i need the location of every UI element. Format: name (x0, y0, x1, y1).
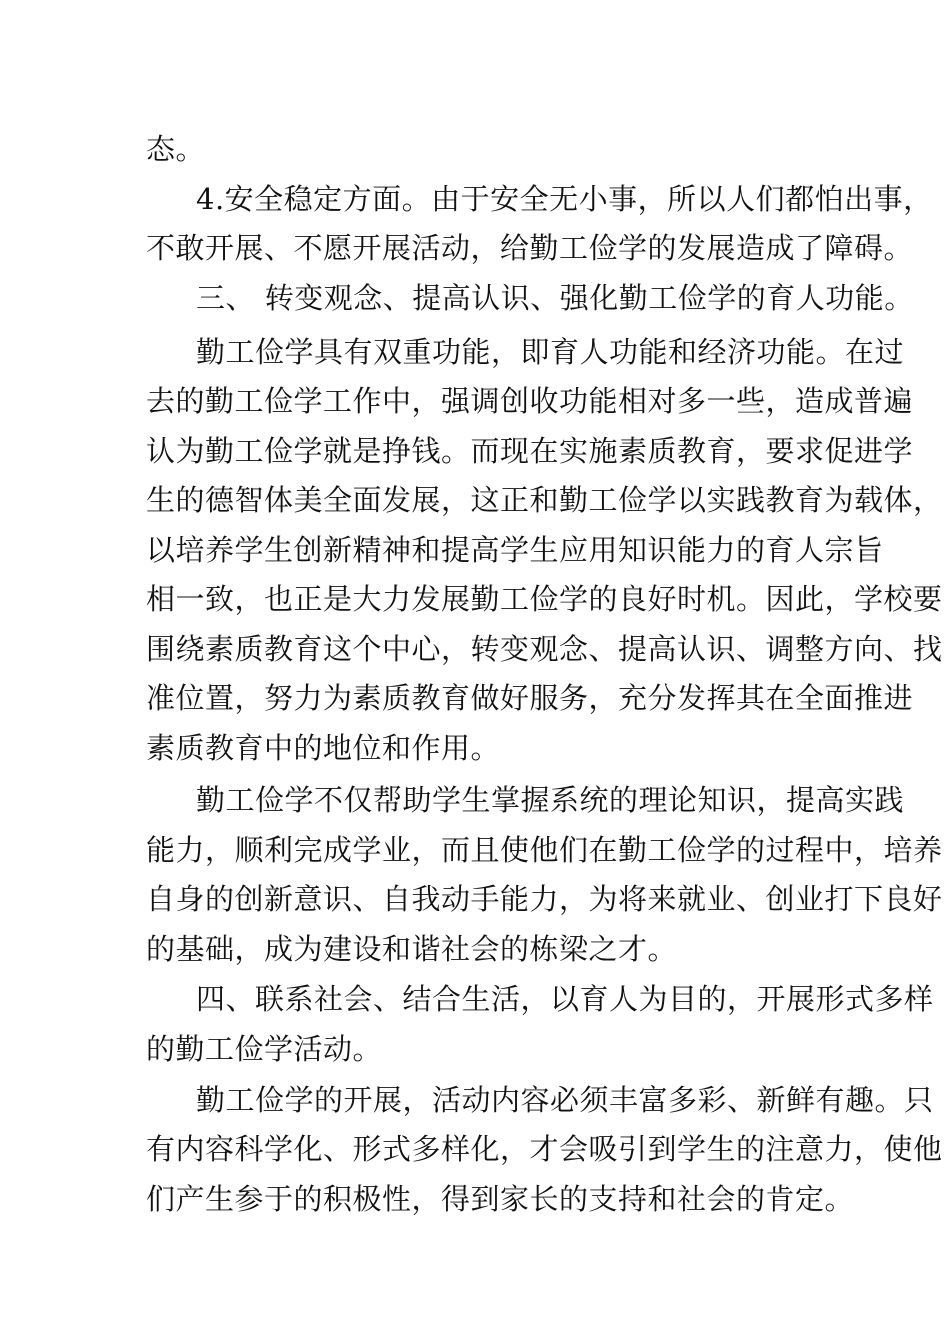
text-line: 相一致，也正是大力发展勤工俭学的良好时机。因此，学校要 (146, 582, 943, 616)
section-heading-continued: 的勤工俭学活动。 (146, 1032, 383, 1066)
text-line: 4.安全稳定方面。由于安全无小事，所以人们都怕出事， (196, 182, 933, 216)
section-heading: 四、联系社会、结合生活，以育人为目的，开展形式多样 (196, 982, 934, 1016)
text-line: 以培养学生创新精神和提高学生应用知识能力的育人宗旨 (146, 533, 884, 567)
text-line: 素质教育中的地位和作用。 (146, 731, 501, 765)
section-heading: 三、 转变观念、提高认识、强化勤工俭学的育人功能。 (196, 281, 914, 315)
text-line: 们产生参于的积极性，得到家长的支持和社会的肯定。 (146, 1182, 855, 1216)
text-line: 勤工俭学的开展，活动内容必须丰富多彩、新鲜有趣。只 (196, 1083, 934, 1117)
text-line: 的基础，成为建设和谐社会的栋梁之才。 (146, 932, 678, 966)
text-line: 准位置，努力为素质教育做好服务，充分发挥其在全面推进 (146, 681, 914, 715)
text-line: 认为勤工俭学就是挣钱。而现在实施素质教育，要求促进学 (146, 434, 914, 468)
text-line: 有内容科学化、形式多样化，才会吸引到学生的注意力，使他 (146, 1132, 943, 1166)
text-line: 不敢开展、不愿开展活动，给勤工俭学的发展造成了障碍。 (146, 231, 914, 265)
text-line: 生的德智体美全面发展，这正和勤工俭学以实践教育为载体， (146, 483, 943, 517)
text-line: 勤工俭学不仅帮助学生掌握系统的理论知识，提高实践 (196, 783, 905, 817)
text-line: 围绕素质教育这个中心，转变观念、提高认识、调整方向、找 (146, 632, 943, 666)
text-line: 勤工俭学具有双重功能，即育人功能和经济功能。在过 (196, 335, 905, 369)
text-line: 态。 (146, 132, 206, 166)
text-line: 能力，顺利完成学业，而且使他们在勤工俭学的过程中，培养 (146, 833, 943, 867)
text-line: 自身的创新意识、自我动手能力，为将来就业、创业打下良好 (146, 882, 943, 916)
text-line: 去的勤工俭学工作中，强调创收功能相对多一些，造成普遍 (146, 384, 914, 418)
